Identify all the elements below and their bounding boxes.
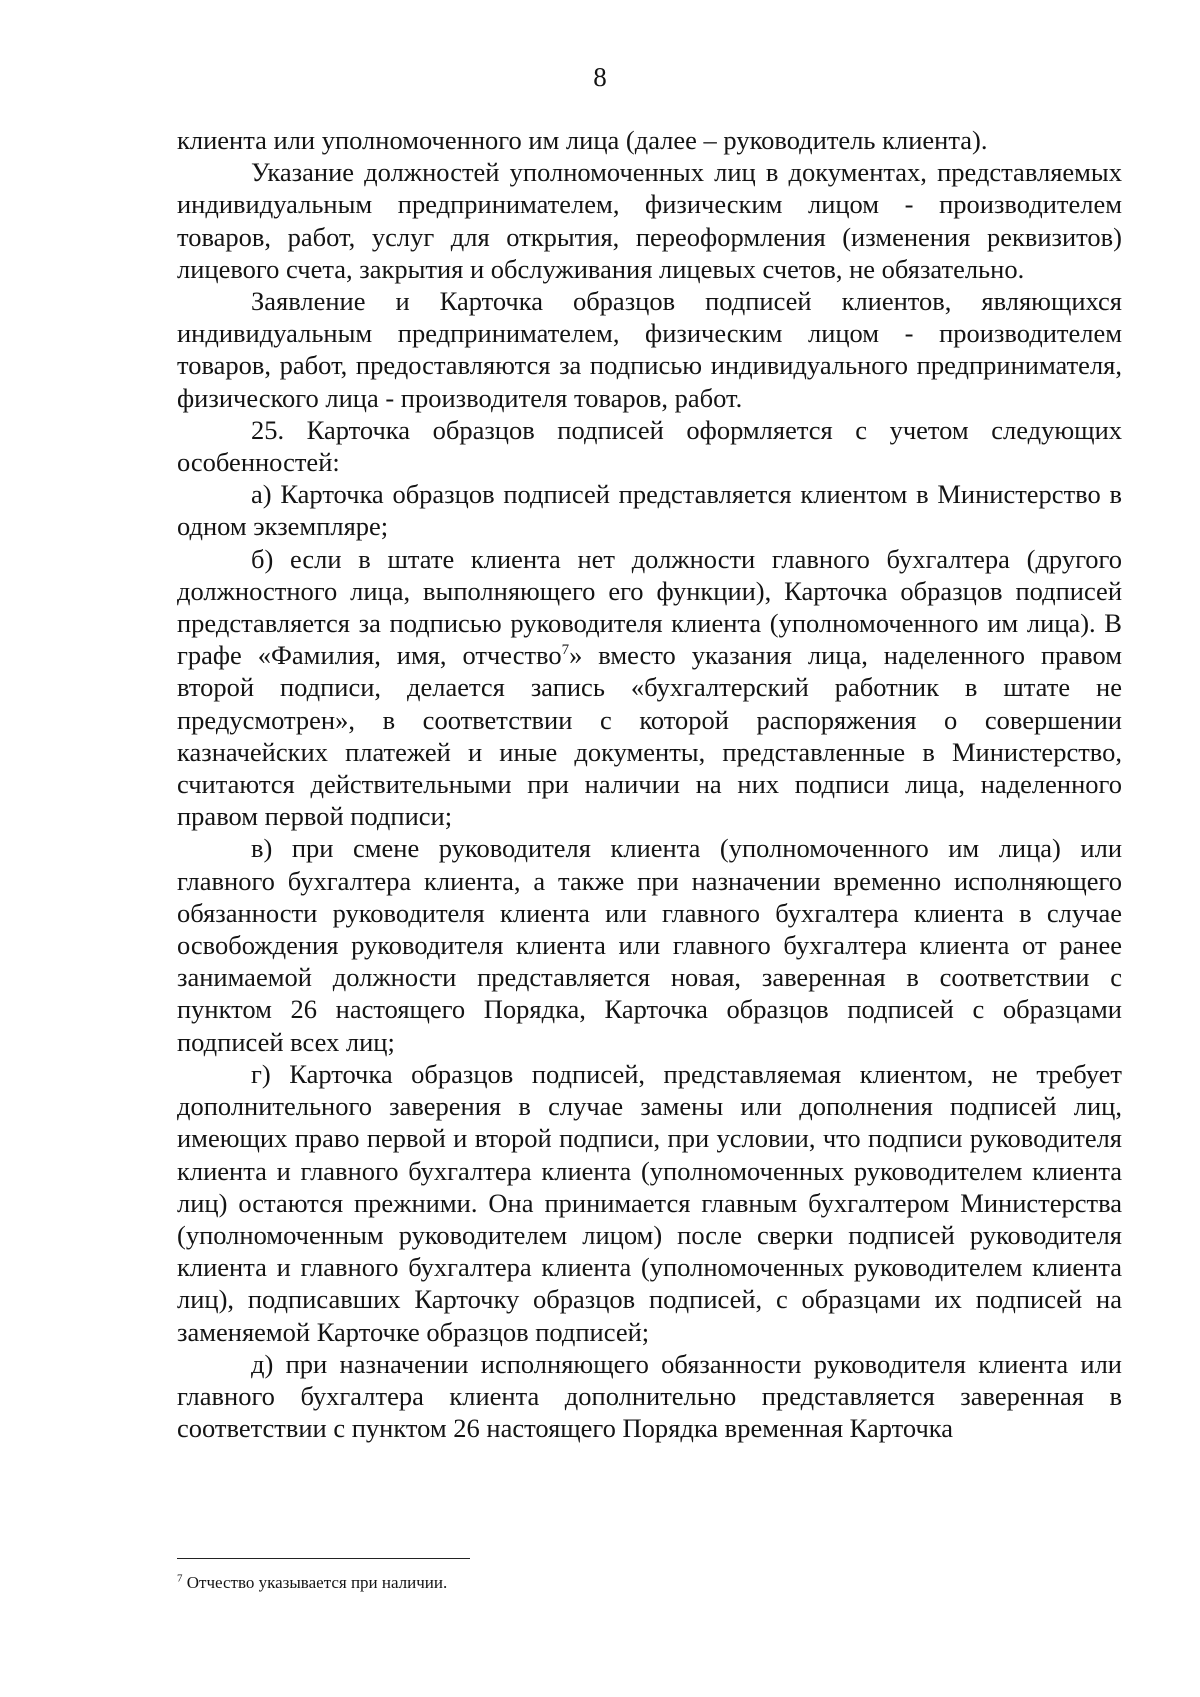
footnote-number: 7 [177,1572,183,1585]
page-number: 8 [593,62,607,92]
document-body [177,124,1122,1444]
paragraph-positions-note: Указание должностей уполномоченных лиц в документах, представляемых индивидуальным предпринимателем, физическим лицом - производителем товаров, работ, услуг для открытия, переоформления (изменения реквизитов) лицевого счета, закрытия и обслуживания лицевых счетов, не обязательно. [177,157,1122,284]
paragraph-item-g: г) Карточка образцов подписей, представляемая клиентом, не требует дополнительного заверения в случае замены или дополнения подписей лиц, имеющих право первой и второй подписи, при условии, что подписи руководителя клиента и главного бухгалтера клиента (уполномоченных руководителем клиента лиц) остаются прежними. Она принимается главным бухгалтером Министерства (уполномоченным руководителем лицом) после сверки подписей руководителя клиента и главного бухгалтера клиента (уполномоченных руководителем клиента лиц), подписавших Карточку образцов подписей, с образцами их подписей на заменяемой Карточке образцов подписей; [177,1058,1122,1347]
paragraph-item-b [177,543,1122,833]
paragraph-continuation: клиента или уполномоченного им лица (далее – руководитель клиента). [177,125,988,155]
footnote-text: Отчество указывается при наличии. [186,1573,448,1592]
footnote-reference: 7 [561,642,570,659]
paragraph-item-v: в) при смене руководителя клиента (уполномоченного им лица) или главного бухгалтера клиента, а также при назначении временно исполняющего обязанности руководителя клиента или главного бухгалтера клиента в случае освобождения руководителя клиента или главного бухгалтера клиента от ранее занимаемой должности представляется новая, заверенная в соответствии с пунктом 26 настоящего Порядка, Карточка образцов подписей с образцами подписей всех лиц; [177,833,1122,1057]
paragraph-item-d: д) при назначении исполняющего обязанности руководителя клиента или главного бухгалтера клиента дополнительно представляется заверенная в соответствии с пунктом 26 настоящего Порядка временная Карточка [177,1348,1122,1444]
paragraph-item-a: а) Карточка образцов подписей представляется клиентом в Министерство в одном экземпляре; [177,479,1122,542]
item-b-text-end: » вместо указания лица, наделенного правом второй подписи, делается запись «бухгалтерский работник в штате не предусмотрен», в соответствии с которой распоряжения о совершении казначейских платежей и иные документы, представленные в Министерство, считаются действительными при наличии на них подписи лица, наделенного правом первой подписи; [177,640,1122,832]
paragraph-application-signature: Заявление и Карточка образцов подписей клиентов, являющихся индивидуальным предпринимателем, физическим лицом - производителем товаров, работ, предоставляются за подписью индивидуального предпринимателя, физического лица - производителя товаров, работ. [177,286,1122,413]
footnote [177,1572,1077,1594]
paragraph-item-25: 25. Карточка образцов подписей оформляется с учетом следующих особенностей: [177,414,1122,478]
item-b-text-start: б) если в штате клиента нет должности главного бухгалтера (другого должностного лица, выполняющего его функции), Карточка образцов подписей представляется за подписью руководителя клиента (уполномоченного им лица). В графе «Фамилия, имя, отчество [177,543,1122,671]
footnote-divider [177,1558,470,1559]
